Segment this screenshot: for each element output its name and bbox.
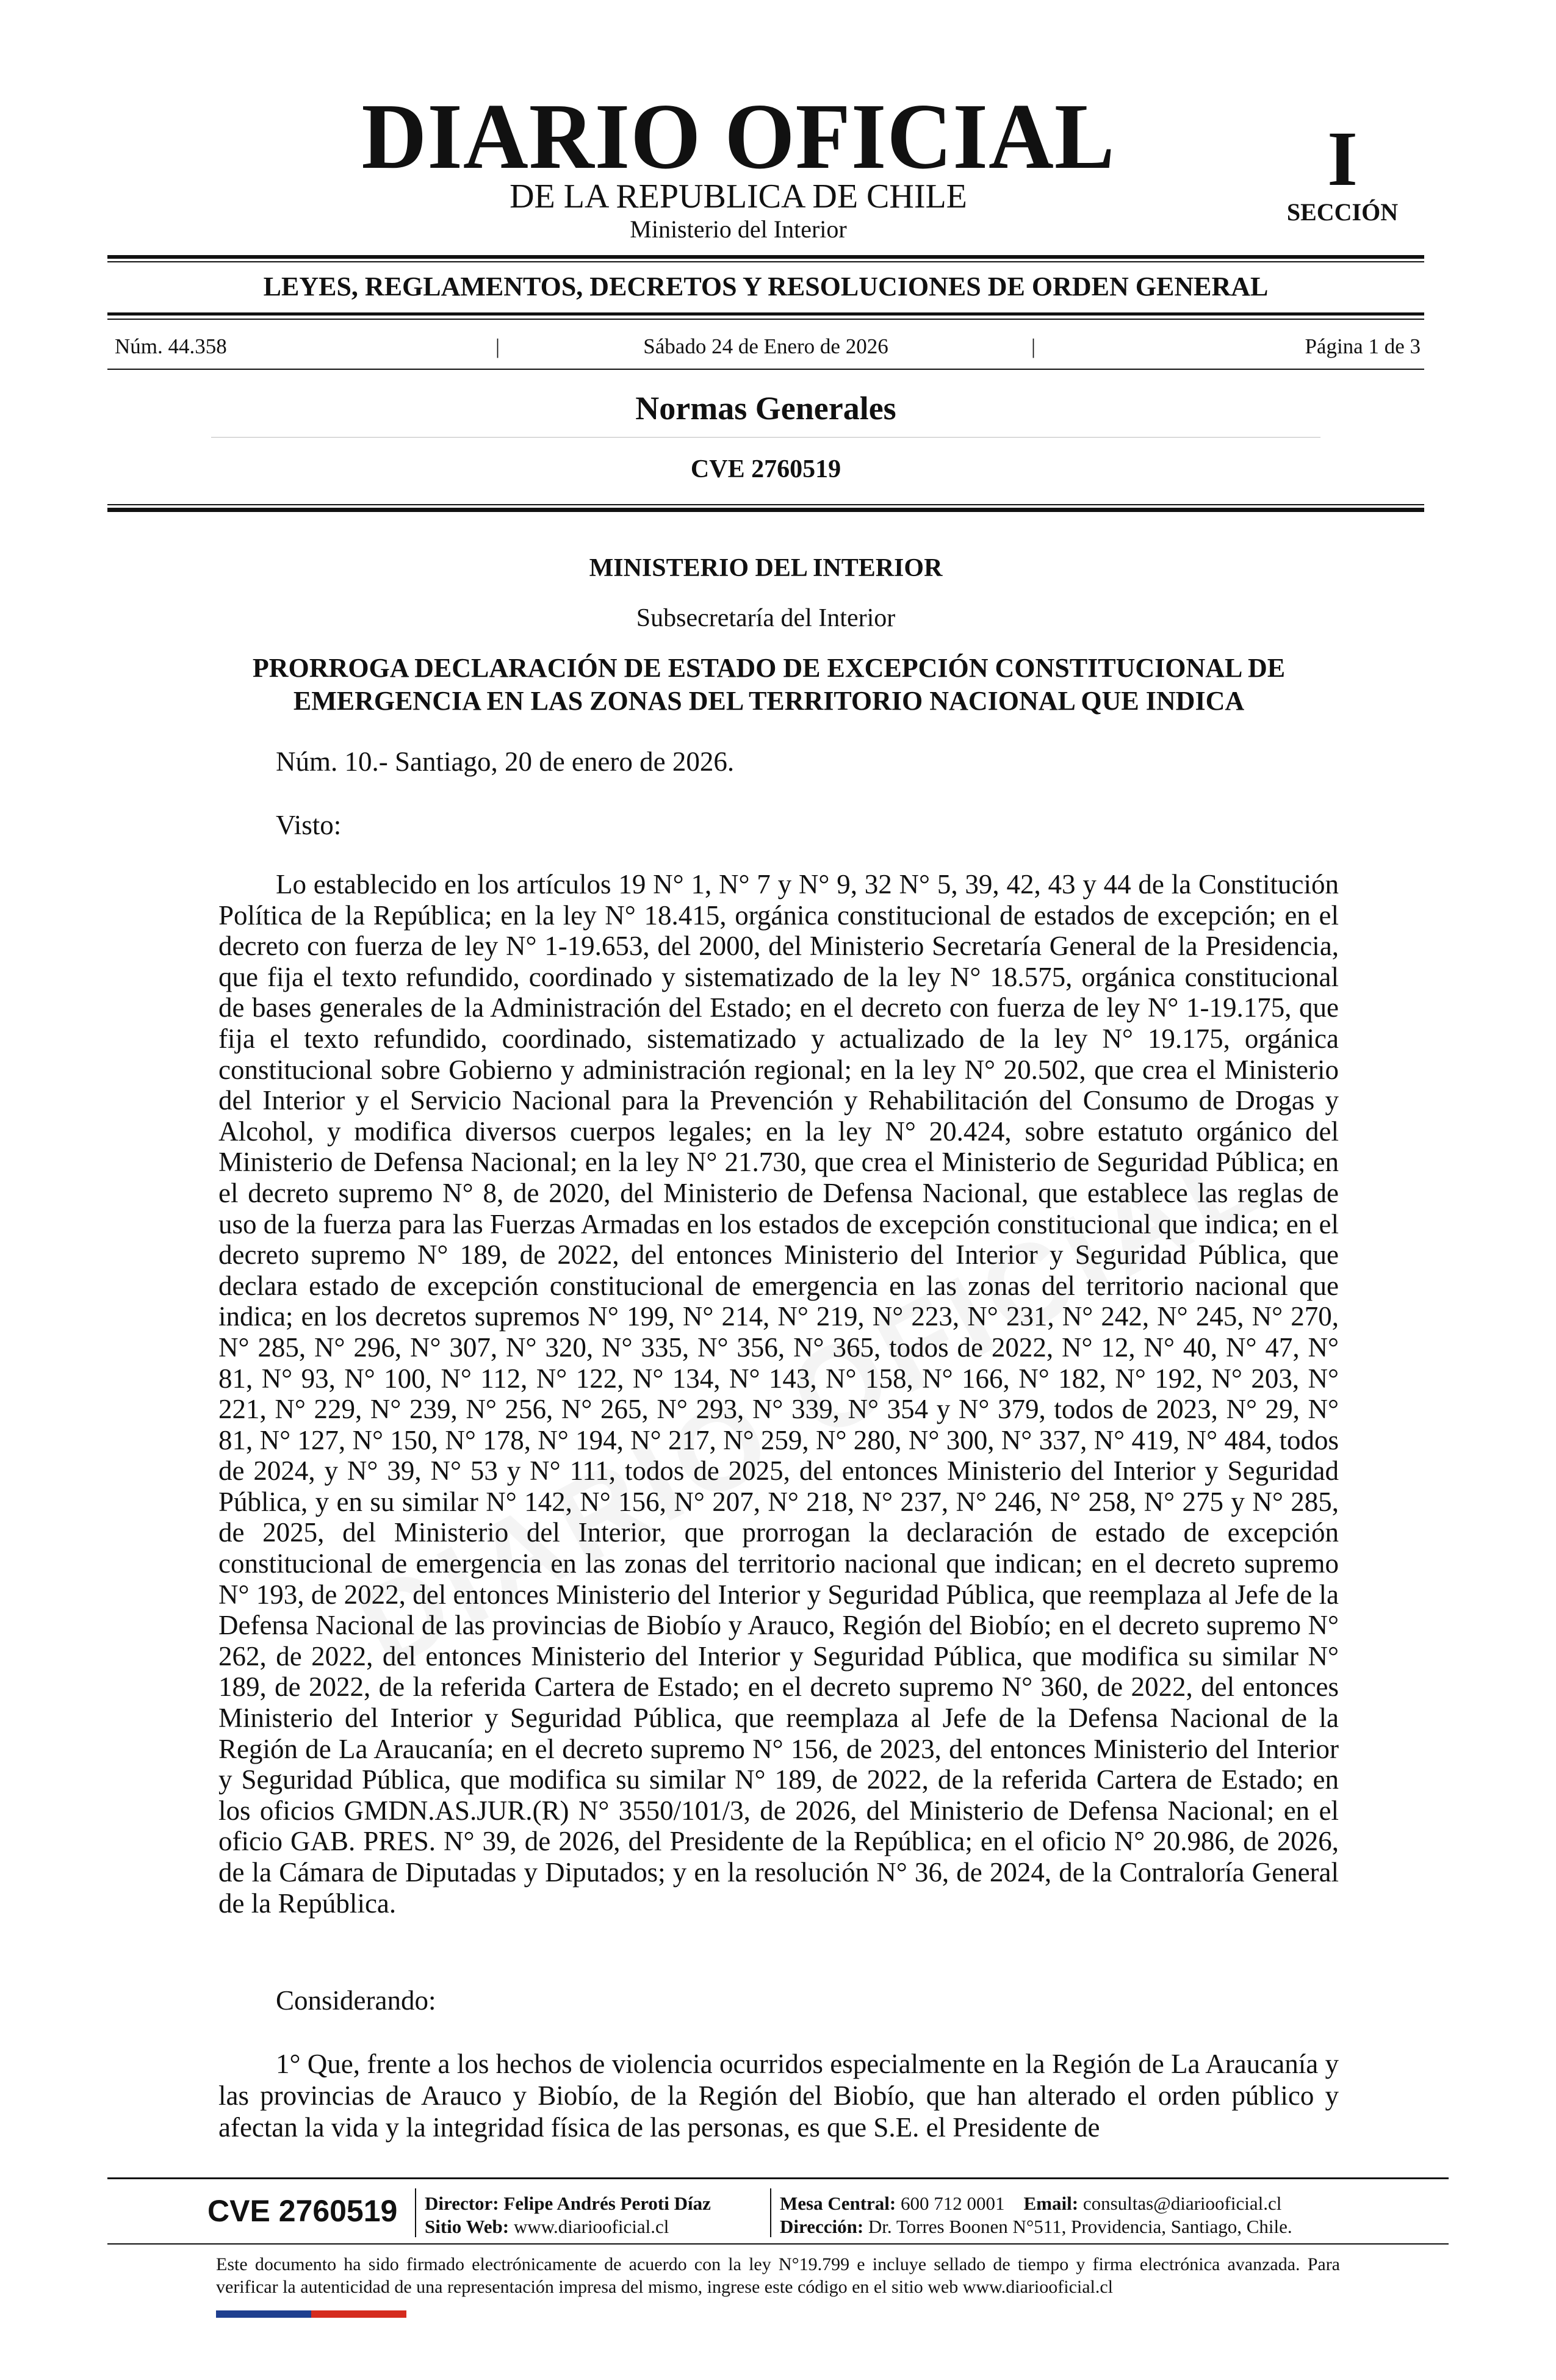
edition-page: Página 1 de 3	[1305, 334, 1421, 358]
masthead-rule-thin	[107, 261, 1424, 262]
section-label: SECCIÓN	[1286, 198, 1399, 226]
address-label: Dirección:	[780, 2215, 864, 2237]
director-name: Felipe Andrés Peroti Díaz	[503, 2193, 711, 2214]
section-title: Normas Generales	[635, 390, 896, 427]
edition-number: Núm. 44.358	[115, 334, 227, 358]
edition-separator: |	[1031, 334, 1036, 358]
section-numeral: I	[1327, 115, 1358, 202]
considerando-label: Considerando:	[276, 1985, 436, 2016]
footer-divider	[415, 2188, 416, 2237]
flag-color-bar	[216, 2310, 406, 2318]
footer-rule-2	[107, 2243, 1449, 2245]
footer-contact-block	[780, 2192, 1292, 2238]
ministry-heading: MINISTERIO DEL INTERIOR	[589, 554, 943, 582]
edition-date: Sábado 24 de Enero de 2026	[643, 334, 888, 358]
footer-note: Este documento ha sido firmado electrónicamente de acuerdo con la ley N°19.799 e incluye sellado de tiempo y firma electrónica avanzada. Para verificar la autenticidad de una representación impresa del mismo, ingrese este código en el sitio web www.diariooficial.cl	[216, 2254, 1340, 2297]
email-link[interactable]: consultas@diariooficial.cl	[1082, 2193, 1282, 2214]
footer-rule	[107, 2177, 1449, 2179]
visto-paragraph: Lo establecido en los artículos 19 N° 1, N° 7 y N° 9, 32 N° 5, 39, 42, 43 y 44 de la Constitución Política de la República; en la ley N° 18.415, orgánica constitucional de estados de excepción; en el decreto con fuerza de ley N° 1-19.653, del 2000, del Ministerio Secretaría General de la Presidencia, que fija el texto refundido, coordinado y sistematizado de la ley N° 18.575, orgánica constitucional de bases generales de la Administración del Estado; en el decreto con fuerza de ley N° 1-19.175, que fija el texto refundido, coordinado, sistematizado y actualizado de la ley N° 19.175, orgánica constitucional sobre Gobierno y administración regional; en la ley N° 20.502, que crea el Ministerio del Interior y el Servicio Nacional para la Prevención y Rehabilitación del Consumo de Drogas y Alcohol, y modifica diversos cuerpos legales; en la ley N° 20.424, sobre estatuto orgánico del Ministerio de Defensa Nacional; en la ley N° 21.730, que crea el Ministerio de Seguridad Pública; en el decreto supremo N° 8, de 2020, del Ministerio de Defensa Nacional, que establece las reglas de uso de la fuerza para las Fuerzas Armadas en los estados de excepción constitucional que indica; en el decreto supremo N° 189, de 2022, del entonces Ministerio del Interior y Seguridad Pública, que declara estado de excepción constitucional de emergencia en las zonas del territorio nacional que indica; en los decretos supremos N° 199, N° 214, N° 219, N° 223, N° 231, N° 242, N° 245, N° 270, N° 285, N° 296, N° 307, N° 320, N° 335, N° 356, N° 365, todos de 2022, N° 12, N° 40, N° 47, N° 81, N° 93, N° 100, N° 112, N° 122, N° 134, N° 143, N° 158, N° 166, N° 182, N° 192, N° 203, N° 221, N° 229, N° 239, N° 256, N° 265, N° 293, N° 339, N° 354 y N° 379, todos de 2023, N° 29, N° 81, N° 127, N° 150, N° 178, N° 194, N° 217, N° 259, N° 280, N° 300, N° 337, N° 419, N° 484, todos de 2024, y N° 39, N° 53 y N° 111, todos de 2025, del entonces Ministerio del Interior y Seguridad Pública, y en su similar N° 142, N° 156, N° 207, N° 218, N° 237, N° 246, N° 258, N° 275 y N° 285, de 2025, del Ministerio del Interior, que prorrogan la declaración de estado de excepción constitucional de emergencia en las zonas del territorio nacional que indican; en el decreto supremo N° 193, de 2022, del entonces Ministerio del Interior y Seguridad Pública, que reemplaza al Jefe de la Defensa Nacional de las provincias de Biobío y Arauco, Región del Biobío; en el decreto supremo N° 262, de 2022, del entonces Ministerio del Interior y Seguridad Pública, que modifica su similar N° 189, de 2022, de la referida Cartera de Estado; en el decreto supremo N° 360, de 2022, del entonces Ministerio del Interior y Seguridad Pública, que reemplaza al Jefe de la Defensa Nacional de la Región de La Araucanía; en el decreto supremo N° 156, de 2023, del entonces Ministerio del Interior y Seguridad Pública, que modifica su similar N° 189, de 2022, de la referida Cartera de Estado; en los oficios GMDN.AS.JUR.(R) N° 3550/101/3, de 2026, del Ministerio de Defensa Nacional; en el oficio GAB. PRES. N° 39, de 2026, del Presidente de la República; en el oficio N° 20.986, de 2026, de la Cámara de Diputadas y Diputados; y en la resolución N° 36, de 2024, de la Contraloría General de la República.	[218, 869, 1339, 1919]
masthead-rule-thick	[107, 255, 1424, 259]
masthead-ministry: Ministerio del Interior	[630, 215, 847, 243]
legal-banner: LEYES, REGLAMENTOS, DECRETOS Y RESOLUCIONES DE ORDEN GENERAL	[263, 272, 1269, 301]
header-rule-thick	[107, 508, 1424, 512]
footer-cve: CVE 2760519	[207, 2194, 398, 2228]
considerando-paragraph: 1° Que, frente a los hechos de violencia ocurridos especialmente en la Región de La Araucanía y las provincias de Arauco y Biobío, de la Región del Biobío, que han alterado el orden público y afectan la vida y la integridad física de las personas, es que S.E. el Presidente de	[218, 2049, 1339, 2143]
cve-code: CVE 2760519	[690, 455, 841, 483]
director-label: Director:	[425, 2193, 499, 2214]
masthead-title: DIARIO OFICIAL	[361, 84, 1115, 189]
subsecretaria: Subsecretaría del Interior	[636, 604, 896, 632]
banner-rule-thick	[107, 312, 1424, 316]
footer-divider	[770, 2188, 771, 2237]
email-label: Email:	[1023, 2193, 1079, 2214]
edition-separator: |	[495, 334, 500, 358]
footer-director-block	[425, 2192, 711, 2238]
header-rule-thin	[107, 504, 1424, 505]
section-title-rule	[211, 437, 1320, 438]
flag-blue-stripe	[216, 2310, 311, 2318]
flag-red-stripe	[311, 2310, 406, 2318]
visto-label: Visto:	[276, 810, 342, 840]
address-text: Dr. Torres Boonen N°511, Providencia, Santiago, Chile.	[868, 2215, 1292, 2237]
phone-label: Mesa Central:	[780, 2193, 896, 2214]
phone-number: 600 712 0001	[901, 2193, 1005, 2214]
website-link[interactable]: www.diariooficial.cl	[513, 2215, 669, 2237]
banner-rule-thin	[107, 319, 1424, 320]
masthead-subtitle: DE LA REPUBLICA DE CHILE	[510, 178, 967, 215]
decree-title: PRORROGA DECLARACIÓN DE ESTADO DE EXCEPCIÓN CONSTITUCIONAL DE EMERGENCIA EN LAS ZONAS DEL TERRITORIO NACIONAL QUE INDICA	[252, 653, 1286, 716]
decree-number-line: Núm. 10.- Santiago, 20 de enero de 2026.	[276, 746, 735, 777]
edition-rule	[107, 369, 1424, 370]
website-label: Sitio Web:	[425, 2215, 510, 2237]
